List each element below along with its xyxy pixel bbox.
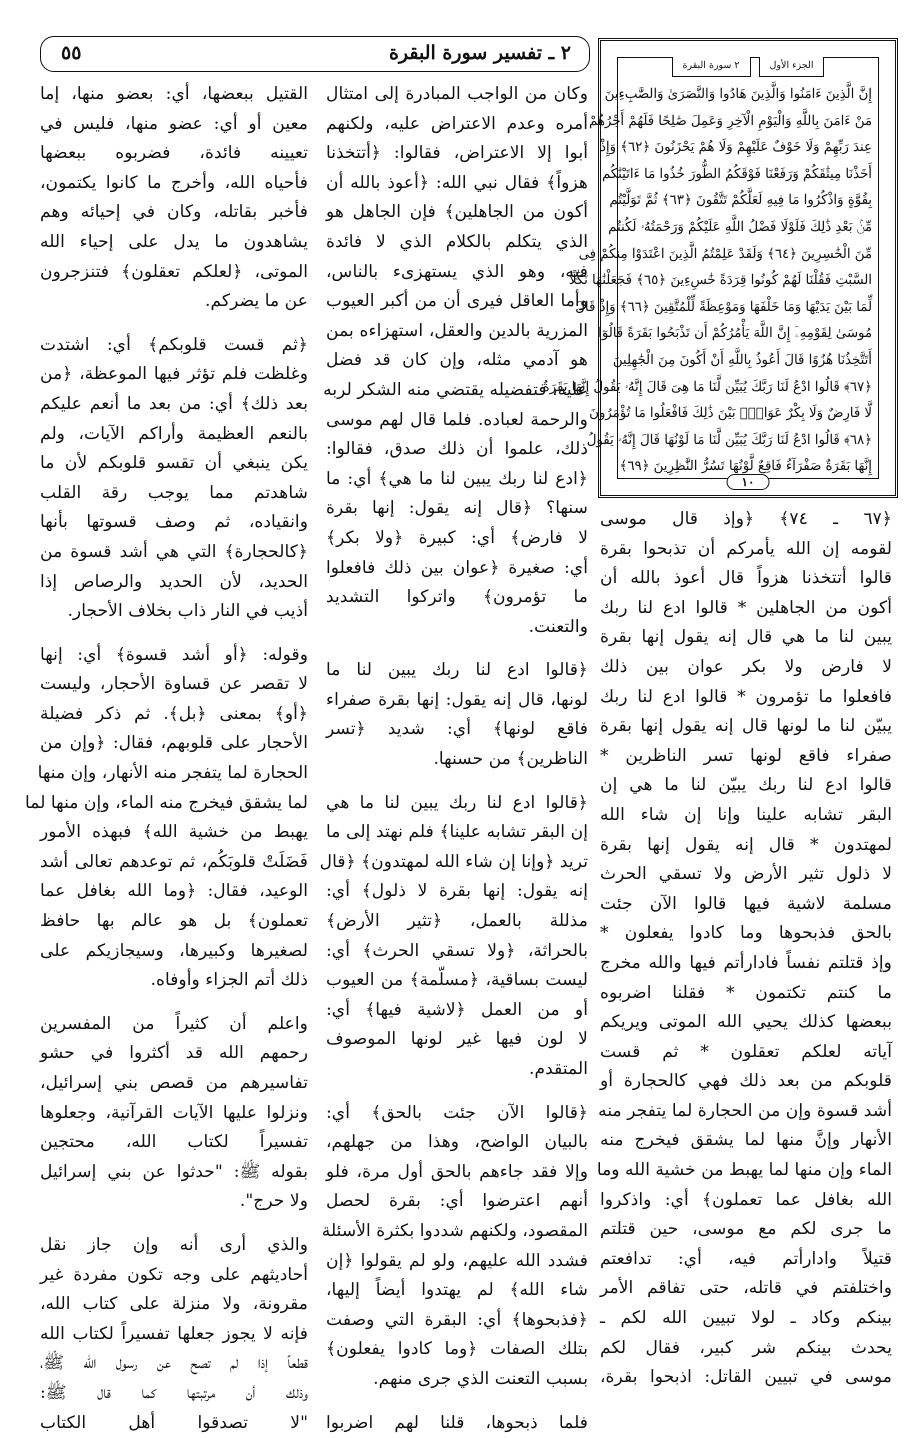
text-line: هو آدمي مثله، وإن كان قد فضل	[326, 350, 588, 371]
verse-line: ﴿٦٧﴾ قَالُوا ادْعُ لَنَا رَبَّكَ يُبَيِّن لَّنَا مَا هِىَ قَالَ إِنَّهُۥ يَقُولُ إِنَّهَا بَقَرَةٌ	[542, 379, 872, 395]
text-line: ﴿قالوا الآن جئت بالحق﴾ أي:	[326, 1102, 588, 1123]
verse-line: بِقُوَّةٍ وَاذْكُرُوا مَا فِيهِ لَعَلَّكُمْ تَتَّقُونَ ﴿٦٣﴾ ثُمَّ تَوَلَّيْتُم	[609, 193, 872, 209]
page-header-title: ٢ ـ تفسير سورة البقرة	[388, 42, 571, 64]
verse-line: أَخَذْنَا مِيثَٰقَكُمْ وَرَفَعْنَا فَوْقَكُمُ الطُّورَ خُذُوا مَا ءَاتَيْنَٰكُم	[601, 166, 872, 182]
text-line: يكن ينبغي أن تقسو قلوبكم لأن ما	[40, 453, 308, 474]
text-line: أمره وعدم الاعتراض عليه، ولكنهم	[326, 113, 588, 134]
page-number: ٥٥	[61, 42, 82, 64]
text-line: الأنهار وإنَّ منها لما يشقق فيخرج منه	[600, 1130, 892, 1151]
column-middle	[319, 80, 588, 1438]
text-line: والرحمة لعباده. فلما قال لهم موسى	[326, 409, 588, 430]
text-line: يهبط من خشية الله﴾ فبهذه الأمور	[40, 822, 308, 843]
text-line: وأما العاقل فيرى أن من أكبر العيوب	[326, 291, 588, 312]
paragraph-gap	[40, 996, 308, 1010]
text-line: أكون من الجاهلين﴾ فإن الجاهل هو	[326, 202, 588, 223]
mushaf-labels	[658, 57, 838, 77]
text-line: ﴿ادع لنا ربك يبين لنا ما هي﴾ أي: ما	[326, 468, 588, 489]
text-line: هزواً﴾ فقال نبي الله: ﴿أعوذ بالله أن	[326, 172, 588, 193]
paragraph-gap	[326, 775, 588, 789]
text-line: تريد ﴿وإنا إن شاء الله لمهتدون﴾ ﴿قال	[319, 851, 588, 872]
text-line: مقرونة، ولا منزلة على كتاب الله،	[40, 1294, 308, 1315]
text-line: لما يشقق فيخرج منه الماء، وإن منها لما	[25, 792, 308, 813]
text-line: واختلفتم في قاتله، حتى تفاقم الأمر	[600, 1278, 892, 1299]
text-line: مسلمة لاشية فيها قالوا الآن جئت	[600, 893, 892, 914]
page-header	[40, 36, 590, 72]
text-line: لونها، قال إنه يقول: إنها بقرة صفراء	[326, 689, 588, 710]
text-line: رحمهم الله قد أكثروا في حشو	[40, 1043, 308, 1064]
paragraph-gap	[326, 642, 588, 656]
verse-line: لَّا فَارِضٌ وَلَا بِكْرٌ عَوَانٌۢ بَيْنَ ذَٰلِكَ فَافْعَلُوا مَا تُؤْمَرُونَ	[589, 406, 872, 422]
text-line: بالبيان الواضح، وهذا من جهلهم،	[326, 1132, 588, 1153]
text-line: موسى في تبيين القاتل: اذبحوا بقرة،	[600, 1367, 892, 1388]
verse-line: مِّنۢ بَعْدِ ذَٰلِكَ فَلَوْلَا فَضْلُ اللَّهِ عَلَيْكُمْ وَرَحْمَتُهُۥ لَكُنتُم	[608, 219, 872, 235]
text-line: فاقع لونها﴾ أي: شديد ﴿تسر	[326, 719, 588, 740]
text-line: يشاهدون ما يدل على إحياء الله	[40, 231, 308, 252]
verse-line: مِّنَ الْخَٰسِرِينَ ﴿٦٤﴾ وَلَقَدْ عَلِمْتُمُ الَّذِينَ اعْتَدَوْا مِنكُمْ فِى	[578, 246, 872, 262]
text-line: واعلم أن كثيراً من المفسرين	[40, 1013, 308, 1034]
text-line: قالوا أتتخذنا هزواً قال أعوذ بالله أن	[600, 568, 892, 589]
text-line: عليه، فتفضيله يقتضي منه الشكر لربه	[323, 379, 588, 400]
text-line: إنه يقول: إنها بقرة لا ذلول﴾ أي:	[326, 881, 588, 902]
text-line: يحدث بينكم شر كبير، فقال لكم	[600, 1337, 892, 1358]
text-line: فأحياه الله، وأخرج ما كانوا يكتمون،	[40, 172, 308, 193]
text-line: الحديد، لأن الحديد والرصاص إذا	[40, 571, 308, 592]
text-line: تفاسيرهم من قصص بني إسرائيل،	[40, 1073, 308, 1093]
text-line: ما كنتم تكتمون * فقلنا اضربوه	[600, 982, 892, 1003]
text-line: قتيلاً وادارأتم فيه، أي: تدافعتم	[600, 1248, 892, 1269]
verse-line: إِنَّ الَّذِينَ ءَامَنُوا وَالَّذِينَ هَادُوا وَالنَّصَرَىٰ وَالصَّٰبِءِينَ	[604, 87, 872, 102]
text-line: الماء وإن منها لما يهبط من خشية الله وما	[596, 1160, 892, 1181]
text-line: وانقياده، ثم وصف قسوتها بأنها	[40, 512, 308, 533]
verse-line: مَنْ ءَامَنَ بِاللَّهِ وَالْيَوْمِ الْآخِرِ وَعَمِلَ صَٰلِحًا فَلَهُمْ أَجْرُهُمْ	[589, 113, 872, 129]
text-line: معين أو أي: عضو منها، فليس في	[40, 113, 308, 134]
text-line: المقصود، ولكنهم شددوا بكثرة الأسئلة	[321, 1220, 588, 1241]
paragraph-gap	[40, 1217, 308, 1231]
text-line: فإنه لا يجوز جعلها تفسيراً لكتاب الله	[40, 1323, 308, 1344]
text-line: لقومه إن الله يأمركم أن تذبحوا بقرة	[600, 538, 892, 559]
text-line: بينكم وكاد ـ لولا تبيين الله لكم ـ	[600, 1308, 892, 1329]
text-line: المتقدم.	[529, 1059, 588, 1079]
text-line: لمهتدون * قال إنه يقول إنها بقرة	[600, 834, 892, 855]
text-line: يبين لنا ما هي قال إنه يقول إنها بقرة	[600, 627, 892, 648]
text-line: تعملون﴾ بل هو عالم بها حافظ	[40, 911, 308, 932]
text-line: وذلك أن مرتبتها كما قال ﷺ:	[40, 1382, 308, 1403]
text-line: بتلك الصفات ﴿وما كادوا يفعلون﴾	[326, 1339, 588, 1360]
text-line: فشدد الله عليهم، ولو لم يقولوا ﴿إن	[326, 1250, 588, 1271]
text-line: ما جرى لكم مع موسى، حين قتلتم	[600, 1219, 892, 1240]
text-line: قطعاً إذا لم تصح عن رسول الله ﷺ،	[40, 1353, 308, 1374]
text-line: ليست بساقية، ﴿مسلّمة﴾ من العيوب	[326, 970, 588, 991]
text-line: بعد ذلك﴾ أي: من بعد ما أنعم عليكم	[40, 393, 308, 414]
text-line: أنهم اعترضوا أي: بقرة لحصل	[326, 1191, 588, 1212]
text-line: أكون من الجاهلين * قالوا ادع لنا ربك	[600, 597, 892, 618]
column-right	[596, 505, 892, 1393]
text-line: والذي أرى أنه وإن جاز نقل	[40, 1234, 308, 1255]
text-line: وإلا فقد جاءهم بالحق أول مرة، فلو	[326, 1161, 588, 1182]
mushaf-box	[542, 38, 898, 498]
text-line: فَضَلَتْ قلوبَكُم، ثم توعدهم تعالى أشد	[40, 851, 308, 872]
text-line: الحجارة لما يتفجر منه الأنهار، وإن منها	[37, 763, 308, 784]
text-line: ﴿ثم قست قلوبكم﴾ أي: اشتدت	[40, 334, 308, 355]
text-line: فأخبر بقاتله، وكان في إحيائه وهم	[40, 202, 308, 223]
text-line: القتيل ببعضها، أي: بعضو منها، إما	[40, 84, 308, 104]
text-line: أبوا إلا الاعتراض، فقالوا: ﴿أتتخذنا	[326, 143, 588, 164]
mushaf-frame	[542, 57, 879, 489]
text-line: ﴿قالوا ادع لنا ربك يبين لنا ما	[326, 660, 588, 681]
column-left	[25, 80, 308, 1438]
text-line: أي: صغيرة ﴿عوان بين ذلك فافعلوا	[326, 557, 588, 578]
text-line: فافعلوا ما تؤمرون * قالوا ادع لنا ربك	[600, 686, 892, 707]
text-line: الذي يتكلم بالكلام الذي لا فائدة	[326, 231, 588, 252]
text-line: بالحراثة، ﴿ولا تسقي الحرث﴾ أي:	[326, 940, 588, 961]
text-line: وقوله: ﴿أو أشد قسوة﴾ أي: إنها	[40, 644, 308, 665]
text-line: الموتى، ﴿لعلكم تعقلون﴾ فتنزجرون	[40, 261, 308, 282]
text-line: البقر تشابه علينا وإنا إن شاء الله	[600, 804, 892, 825]
text-line: أو من العمل ﴿لاشية فيها﴾ أي:	[326, 999, 588, 1020]
text-line: قالوا ادع لنا ربك يبيّن لنا ما هي إن	[600, 775, 892, 796]
text-line: تعيينه فائدة، فضربوه ببعضها	[40, 143, 308, 164]
verse-line: إِنَّهَا بَقَرَةٌ صَفْرَآءُ فَاقِعٌ لَّوْنُهَا تَسُرُّ النَّٰظِرِينَ ﴿٦٩﴾	[619, 459, 872, 475]
text-line: تفسيراً لكتاب الله، محتجين	[40, 1132, 308, 1153]
text-line: آياته لعلكم تعقلون * ثم قست	[600, 1041, 892, 1062]
text-line: الأحجار على قلوبهم، فقال: ﴿وإن من	[40, 733, 308, 754]
text-line: فلما ذبحوها، قلنا لهم اضربوا	[326, 1412, 588, 1433]
text-line: بالحق فذبحوها وما كادوا يفعلون *	[600, 923, 892, 944]
text-line: وإذ قتلتم نفساً فادارأتم فيها والله مخرج	[600, 952, 892, 973]
text-line: ما تؤمرون﴾ واتركوا التشديد	[326, 587, 588, 608]
text-line: ببعضها كذلك يحيي الله الموتى ويريكم	[600, 1012, 892, 1033]
paragraph-gap	[326, 1085, 588, 1099]
surah-label: ٢ سورة البقرة	[672, 57, 751, 77]
verse-line: ﴿٦٨﴾ قَالُوا ادْعُ لَنَا رَبَّكَ يُبَيِّن لَّنَا مَا لَوْنُهَا قَالَ إِنَّهُۥ يَقُولُ	[586, 432, 872, 448]
text-line: لا فارض﴾ أي: كبيرة ﴿ولا بكر﴾	[326, 527, 588, 548]
text-line: ﴿قالوا ادع لنا ربك يبين لنا ما هي	[326, 792, 588, 813]
text-line: الناظرين﴾ من حسنها.	[433, 749, 588, 770]
text-line: ﴿٦٧ ـ ٧٤﴾ ﴿وإذ قال موسى	[600, 509, 892, 529]
text-line: ﴿كالحجارة﴾ التي هي أشد قسوة من	[40, 541, 308, 562]
paragraph-gap	[40, 627, 308, 641]
text-line: لا ذلول تثير الأرض ولا تسقي الحرث	[600, 864, 892, 885]
verse-line: مُوسَىٰ لِقَوْمِهِۦٓ إِنَّ اللَّهَ يَأْمُرُكُمْ أَن تَذْبَحُوا بَقَرَةً قَالُوٓا	[598, 326, 872, 342]
text-line: ﴿أو﴾ بمعنى ﴿بل﴾. ثم ذكر فضيلة	[40, 703, 308, 724]
juz-label: الجزء الأول	[759, 57, 825, 77]
text-line: شاهدتم مما يوجب رقة القلب	[40, 482, 308, 503]
verse-line: السَّبْتِ فَقُلْنَا لَهُمْ كُونُوا قِرَدَةً خَٰسِءِينَ ﴿٦٥﴾ فَجَعَلْنَٰهَا نَكَٰلًا	[568, 273, 872, 289]
verse-line: عِندَ رَبِّهِمْ وَلَا خَوْفٌ عَلَيْهِمْ وَلَا هُمْ يَحْزَنُونَ ﴿٦٢﴾ وَإِذْ	[599, 140, 872, 156]
text-line: ونزلوا عليها الآيات القرآنية، وجعلوها	[40, 1102, 308, 1123]
text-line: بسبب التعنت الذي جرى منهم.	[373, 1368, 588, 1389]
text-line: أحاديثهم على وجه تكون مفردة غير	[40, 1264, 308, 1285]
mushaf-page-number: ١٠	[727, 474, 770, 490]
verse-line: أَتَتَّخِذُنَا هُزُوًا قَالَ أَعُوذُ بِاللَّهِ أَنْ أَكُونَ مِنَ الْجَٰهِلِينَ	[612, 352, 872, 368]
text-line: ولا حرج".	[239, 1191, 308, 1212]
text-line: إن البقر تشابه علينا﴾ فلم نهتد إلى ما	[326, 822, 588, 843]
text-line: لصغيرها وكبيرها، وسيجازيكم على	[40, 940, 308, 961]
text-line: وكان من الواجب المبادرة إلى امتثال	[326, 84, 588, 104]
text-line: مذللة بالعمل، ﴿تثير الأرض﴾	[326, 911, 588, 932]
paragraph-gap	[40, 317, 308, 331]
text-line: قلوبكم من بعد ذلك فهي كالحجارة أو	[600, 1071, 892, 1092]
text-line: والتعنت.	[528, 616, 588, 637]
text-line: لا فارض ولا بكر عوان بين ذلك	[600, 656, 892, 677]
text-line: لا لون فيها غير لونها الموصوف	[326, 1029, 588, 1050]
verse-line: لِّمَا بَيْنَ يَدَيْهَا وَمَا خَلْفَهَا وَمَوْعِظَةً لِّلْمُتَّقِينَ ﴿٦٦﴾ وَإِذْ قَالَ	[575, 299, 872, 315]
text-line: صفراء فاقع لونها تسر الناظرين *	[600, 745, 892, 766]
text-line: أذيب في النار ذاب بخلاف الأحجار.	[67, 601, 308, 622]
mushaf-verses	[542, 82, 872, 475]
text-line: بقوله ﷺ: "حدثوا عن بني إسرائيل	[40, 1161, 308, 1182]
text-line: سنها؟ ﴿قال إنه يقول: إنها بقرة	[326, 498, 588, 519]
text-line: عن ما يضركم.	[205, 291, 308, 312]
text-line: وغلظت فلم تؤثر فيها الموعظة، ﴿من	[40, 364, 308, 385]
text-line: المزرية بالدين والعقل، استهزاءه بمن	[326, 320, 588, 341]
text-line: شاء الله﴾ لم يهتدوا أيضاً إليها،	[326, 1280, 588, 1301]
text-line: فيه، وهو الذي يستهزىء بالناس،	[326, 261, 588, 282]
text-line: ذلك، علموا أن ذلك صدق، فقالوا:	[326, 439, 588, 460]
paragraph-gap	[326, 1395, 588, 1409]
text-line: يبيّن لنا ما لونها قال إنه يقول إنها بقرة	[600, 716, 892, 737]
text-line: بالنعم العظيمة وأراكم الآيات، ولم	[40, 423, 308, 444]
text-line: الوعيد، فقال: ﴿وما الله بغافل عما	[40, 881, 308, 902]
text-line: أشد قسوة وإن من الحجارة لما يتفجر منه	[598, 1100, 892, 1121]
text-line: ذلك أتم الجزاء وأوفاه.	[150, 970, 308, 991]
text-line: ﴿فذبحوها﴾ أي: البقرة التي وصفت	[326, 1309, 588, 1330]
text-line: الله بغافل عما تعملون﴾ أي: واذكروا	[600, 1189, 892, 1210]
text-line: "لا تصدقوا أهل الكتاب	[40, 1412, 308, 1433]
text-line: لا تقصر عن قساوة الأحجار، وليست	[40, 674, 308, 695]
